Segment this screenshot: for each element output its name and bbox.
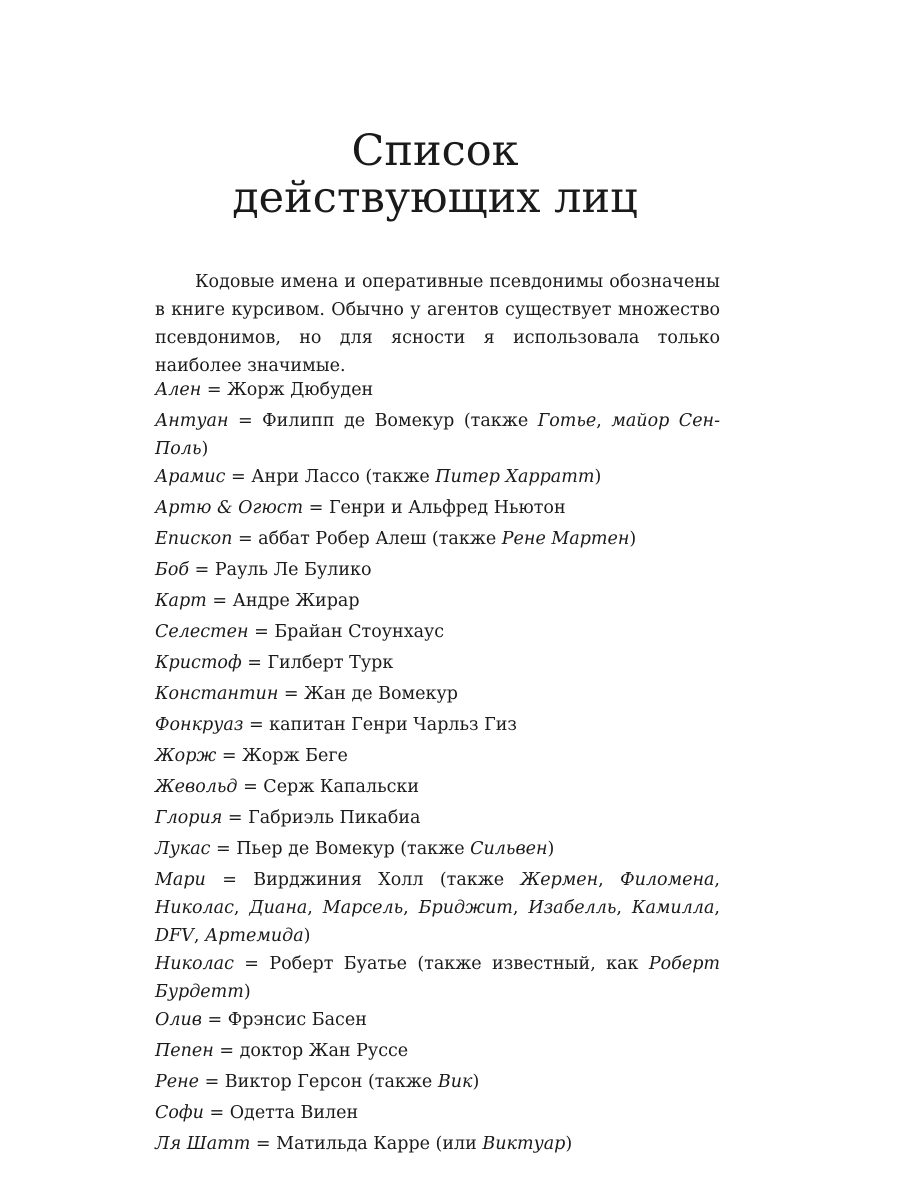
codename-text: Питер Харратт	[435, 467, 595, 487]
entry-text: = Жорж Дюбуден	[201, 380, 374, 400]
entry-text: = Виктор Герсон (также	[199, 1072, 438, 1092]
entry-text: )	[565, 1134, 573, 1154]
entry-text: = аббат Робер Алеш (также	[232, 529, 502, 549]
entry-text: = Жорж Беге	[216, 746, 348, 766]
codename-text: Карт	[155, 591, 207, 611]
entry-text: ,	[714, 870, 720, 890]
entry-text: )	[201, 439, 209, 459]
codename-text: Фонкруаз	[155, 715, 244, 735]
character-entry	[155, 950, 720, 1006]
codename-text: Константин	[155, 684, 279, 704]
entry-text: = Пьер де Вомекур (также	[210, 839, 471, 859]
codename-text: Жевольд	[155, 777, 238, 797]
codename-text: Бриджит	[418, 898, 513, 918]
entry-text: ,	[512, 898, 529, 918]
character-entry	[155, 711, 720, 742]
codename-text: Софи	[155, 1103, 204, 1123]
codename-text: Артю & Огюст	[155, 498, 304, 518]
codename-text: Филомена	[620, 870, 715, 890]
entry-text: = Андре Жирар	[206, 591, 360, 611]
character-entry	[155, 494, 720, 525]
codename-text: Виктуар	[482, 1134, 566, 1154]
character-entry	[155, 587, 720, 618]
codename-text: Пепен	[155, 1041, 214, 1061]
codename-text: Жорж	[155, 746, 217, 766]
codename-text: Диана	[249, 898, 308, 918]
codename-text: Олив	[155, 1010, 202, 1030]
intro-paragraph: Кодовые имена и оперативные псевдонимы обозначены в книге курсивом. Обычно у агентов существует множество псевдонимов, но для ясности я использовала только наиболее значимые.	[155, 272, 720, 376]
character-entry	[155, 742, 720, 773]
codename-text: Вик	[437, 1072, 473, 1092]
codename-text: Ален	[155, 380, 202, 400]
entry-text: )	[594, 467, 602, 487]
entry-text: = Брайан Стоунхаус	[248, 622, 445, 642]
page-title	[0, 128, 870, 222]
entry-text: ,	[598, 870, 621, 890]
character-entry	[155, 525, 720, 556]
character-entry	[155, 835, 720, 866]
codename-text: Лукас	[155, 839, 211, 859]
codename-text: Селестен	[155, 622, 249, 642]
character-entry	[155, 680, 720, 711]
title-line-2: действующих лиц	[232, 173, 638, 223]
entry-text: )	[547, 839, 555, 859]
title-line-1: Список	[351, 126, 519, 176]
character-entry	[155, 407, 720, 463]
character-entry	[155, 866, 720, 950]
character-entry	[155, 556, 720, 587]
codename-text: Ля Шатт	[155, 1134, 251, 1154]
entry-text: = Матильда Карре (или	[250, 1134, 483, 1154]
codename-text: Боб	[155, 560, 190, 580]
codename-text: майор Сен-Поль	[155, 411, 720, 459]
codename-text: Камилла	[631, 898, 715, 918]
character-entry	[155, 463, 720, 494]
codename-text: Епископ	[155, 529, 233, 549]
entry-text: ,	[403, 898, 419, 918]
entry-text: ,	[596, 411, 612, 431]
entry-text: = капитан Генри Чарльз Гиз	[243, 715, 517, 735]
entry-text: ,	[714, 898, 720, 918]
codename-text: Глория	[155, 808, 223, 828]
character-entry	[155, 618, 720, 649]
entry-text: = Анри Лассо (также	[225, 467, 436, 487]
entry-text: = Филипп де Вомекур (также	[228, 411, 538, 431]
entry-text: = Жан де Вомекур	[278, 684, 458, 704]
codename-text: Готье	[537, 411, 597, 431]
codename-text: Николас	[155, 898, 234, 918]
codename-text: Марсель	[322, 898, 404, 918]
entry-text: = Одетта Вилен	[203, 1103, 359, 1123]
character-entry	[155, 1037, 720, 1068]
entry-text: = Гилберт Турк	[241, 653, 394, 673]
codename-text: Арамис	[155, 467, 226, 487]
codename-text: Николас	[155, 954, 234, 974]
character-entry	[155, 1099, 720, 1130]
entry-text: ,	[616, 898, 632, 918]
entry-text: = Генри и Альфред Ньютон	[303, 498, 566, 518]
character-entry	[155, 1006, 720, 1037]
character-entry	[155, 1130, 720, 1161]
codename-text: Роберт Бурдетт	[155, 954, 720, 1002]
entry-text: ,	[307, 898, 323, 918]
codename-text: Сильвен	[470, 839, 548, 859]
character-entry	[155, 773, 720, 804]
entry-text: )	[472, 1072, 480, 1092]
entry-text: = доктор Жан Руссе	[213, 1041, 409, 1061]
codename-text: Артемида	[204, 926, 304, 946]
codename-text: Рене Мартен	[501, 529, 630, 549]
entry-text: = Вирджиния Холл (также	[205, 870, 521, 890]
entry-text: = Рауль Ле Булико	[189, 560, 372, 580]
entry-text: = Фрэнсис Басен	[201, 1010, 367, 1030]
codename-text: DFV	[155, 926, 194, 946]
character-entry	[155, 376, 720, 407]
entry-text: )	[303, 926, 311, 946]
character-list	[155, 376, 720, 1161]
codename-text: Мари	[155, 870, 206, 890]
character-entry	[155, 649, 720, 680]
entry-text: ,	[193, 926, 205, 946]
entry-text: = Серж Капальски	[237, 777, 420, 797]
entry-text: = Габриэль Пикабиа	[222, 808, 421, 828]
entry-text: )	[629, 529, 637, 549]
entry-text: )	[243, 982, 251, 1002]
entry-text: = Роберт Буатье (также известный, как	[233, 954, 649, 974]
codename-text: Жермен	[520, 870, 599, 890]
character-entry	[155, 804, 720, 835]
codename-text: Рене	[155, 1072, 200, 1092]
codename-text: Антуан	[155, 411, 229, 431]
entry-text: ,	[233, 898, 250, 918]
codename-text: Изабелль	[528, 898, 617, 918]
character-entry	[155, 1068, 720, 1099]
codename-text: Кристоф	[155, 653, 242, 673]
